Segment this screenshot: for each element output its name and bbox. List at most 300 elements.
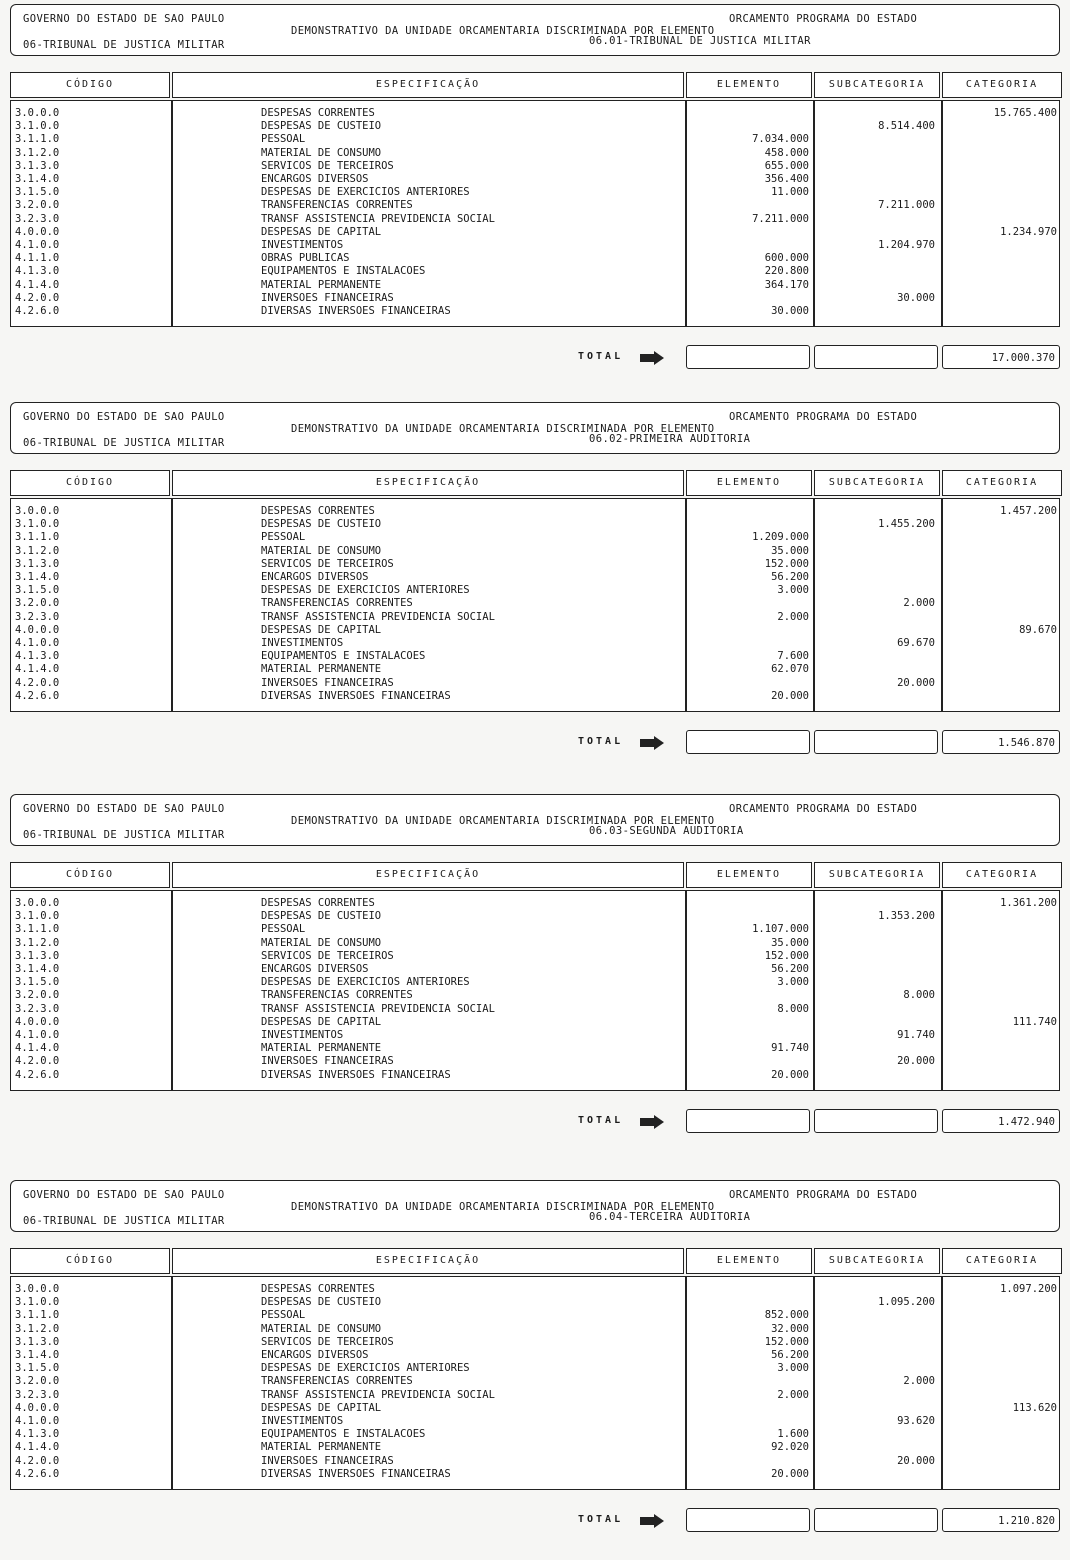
subunit-name: 06.01-TRIBUNAL DE JUSTICA MILITAR xyxy=(589,35,811,47)
row-elemento: 2.000 xyxy=(777,1388,809,1401)
row-elemento: 1.600 xyxy=(777,1428,809,1441)
row-elemento: 20.000 xyxy=(771,689,809,702)
table-row xyxy=(11,1069,1059,1082)
row-specification: PESSOAL xyxy=(261,133,306,146)
row-code: 4.1.4.0 xyxy=(15,1042,60,1055)
col-categoria-header: CATEGORIA xyxy=(942,72,1062,98)
row-code: 3.0.0.0 xyxy=(15,897,60,909)
total-categoria-value: 1.472.940 xyxy=(942,1109,1060,1133)
table-row xyxy=(11,597,1059,610)
row-subcategoria: 2.000 xyxy=(903,597,935,610)
row-elemento: 7.211.000 xyxy=(752,212,809,225)
row-categoria: 1.361.200 xyxy=(1000,897,1057,909)
row-code: 3.2.3.0 xyxy=(15,212,60,225)
row-code: 3.1.2.0 xyxy=(15,1322,60,1335)
row-elemento: 600.000 xyxy=(764,252,809,265)
row-specification: MATERIAL DE CONSUMO xyxy=(261,1322,382,1335)
row-elemento: 3.000 xyxy=(777,976,809,989)
row-code: 3.2.0.0 xyxy=(15,199,60,212)
row-specification: OBRAS PUBLICAS xyxy=(261,252,350,265)
row-subcategoria: 1.455.200 xyxy=(878,518,935,531)
row-specification: MATERIAL DE CONSUMO xyxy=(261,936,382,949)
table-row xyxy=(11,950,1059,963)
table-row xyxy=(11,1441,1059,1454)
table-row xyxy=(11,1455,1059,1468)
row-elemento: 20.000 xyxy=(771,1467,809,1480)
table-row xyxy=(11,624,1059,637)
row-elemento: 152.000 xyxy=(764,557,809,570)
table-row xyxy=(11,1428,1059,1441)
table-row xyxy=(11,611,1059,624)
row-subcategoria: 7.211.000 xyxy=(878,199,935,212)
row-specification: INVESTIMENTOS xyxy=(261,1415,344,1427)
row-code: 3.1.5.0 xyxy=(15,186,60,199)
table-row xyxy=(11,637,1059,650)
total-subcategoria-box xyxy=(814,345,938,369)
table-row xyxy=(11,989,1059,1002)
table-row xyxy=(11,1336,1059,1349)
row-specification: INVESTIMENTOS xyxy=(261,1029,344,1041)
row-specification: TRANSFERENCIAS CORRENTES xyxy=(261,199,413,212)
col-especificacao-header: ESPECIFICAÇÃO xyxy=(172,72,684,98)
table-row xyxy=(11,1389,1059,1402)
row-specification: ENCARGOS DIVERSOS xyxy=(261,173,369,185)
table-row xyxy=(11,1375,1059,1388)
row-elemento: 91.740 xyxy=(771,1042,809,1055)
row-categoria: 15.765.400 xyxy=(993,107,1057,119)
table-row xyxy=(11,1415,1059,1428)
table-row xyxy=(11,265,1059,278)
section-header xyxy=(10,4,1060,56)
statement-title: DEMONSTRATIVO DA UNIDADE ORCAMENTARIA DISCRIMINADA POR ELEMENTO xyxy=(291,1201,715,1213)
row-specification: DESPESAS DE CUSTEIO xyxy=(261,518,382,531)
row-subcategoria: 1.204.970 xyxy=(878,239,935,251)
row-specification: DESPESAS CORRENTES xyxy=(261,107,375,119)
row-subcategoria: 2.000 xyxy=(903,1375,935,1388)
row-code: 4.2.0.0 xyxy=(15,1454,60,1467)
row-specification: DESPESAS DE CUSTEIO xyxy=(261,1296,382,1309)
government-title: GOVERNO DO ESTADO DE SAO PAULO xyxy=(23,13,225,25)
row-code: 4.2.6.0 xyxy=(15,689,60,702)
table-row xyxy=(11,963,1059,976)
row-code: 3.2.0.0 xyxy=(15,1375,60,1388)
table-row xyxy=(11,1003,1059,1016)
table-row xyxy=(11,160,1059,173)
col-categoria-header: CATEGORIA xyxy=(942,470,1062,496)
row-categoria: 111.740 xyxy=(1012,1015,1057,1028)
row-specification: INVERSOES FINANCEIRAS xyxy=(261,291,394,304)
row-code: 3.1.2.0 xyxy=(15,544,60,557)
table-row xyxy=(11,213,1059,226)
row-elemento: 3.000 xyxy=(777,1362,809,1375)
table-row xyxy=(11,505,1059,518)
row-elemento: 30.000 xyxy=(771,305,809,317)
row-elemento: 364.170 xyxy=(764,278,809,291)
col-elemento-header: ELEMENTO xyxy=(686,862,812,888)
table-row xyxy=(11,133,1059,146)
row-elemento: 92.020 xyxy=(771,1441,809,1454)
arrow-icon xyxy=(640,350,664,364)
table-row xyxy=(11,1029,1059,1042)
row-specification: PESSOAL xyxy=(261,923,306,936)
row-specification: INVESTIMENTOS xyxy=(261,239,344,251)
row-specification: PESSOAL xyxy=(261,531,306,544)
col-subcategoria-header: SUBCATEGORIA xyxy=(814,862,940,888)
total-elemento-box xyxy=(686,345,810,369)
row-elemento: 2.000 xyxy=(777,610,809,623)
table-row xyxy=(11,545,1059,558)
total-subcategoria-box xyxy=(814,1508,938,1532)
table-row xyxy=(11,571,1059,584)
row-code: 3.1.2.0 xyxy=(15,936,60,949)
row-code: 3.2.3.0 xyxy=(15,1002,60,1015)
total-label: TOTAL xyxy=(578,351,624,362)
row-code: 4.1.3.0 xyxy=(15,650,60,663)
total-elemento-box xyxy=(686,1109,810,1133)
row-code: 3.1.5.0 xyxy=(15,1362,60,1375)
row-code: 3.1.3.0 xyxy=(15,557,60,570)
row-subcategoria: 69.670 xyxy=(897,637,935,649)
row-elemento: 32.000 xyxy=(771,1322,809,1335)
table-row xyxy=(11,1016,1059,1029)
budget-section xyxy=(0,1180,1070,1560)
row-code: 4.2.6.0 xyxy=(15,1467,60,1480)
row-elemento: 655.000 xyxy=(764,159,809,172)
total-categoria-value: 17.000.370 xyxy=(942,345,1060,369)
section-header xyxy=(10,1180,1060,1232)
table-body xyxy=(10,100,1060,327)
col-subcategoria-header: SUBCATEGORIA xyxy=(814,1248,940,1274)
row-elemento: 356.400 xyxy=(764,173,809,185)
row-specification: DESPESAS CORRENTES xyxy=(261,505,375,517)
row-code: 4.0.0.0 xyxy=(15,623,60,636)
table-body xyxy=(10,498,1060,712)
row-code: 3.0.0.0 xyxy=(15,1283,60,1295)
row-specification: MATERIAL PERMANENTE xyxy=(261,663,382,676)
row-code: 3.1.1.0 xyxy=(15,531,60,544)
col-elemento-header: ELEMENTO xyxy=(686,470,812,496)
row-specification: DESPESAS CORRENTES xyxy=(261,897,375,909)
col-especificacao-header: ESPECIFICAÇÃO xyxy=(172,470,684,496)
row-code: 3.1.4.0 xyxy=(15,173,60,185)
total-categoria-value: 1.210.820 xyxy=(942,1508,1060,1532)
row-subcategoria: 1.353.200 xyxy=(878,910,935,923)
row-code: 4.1.4.0 xyxy=(15,663,60,676)
col-subcategoria-header: SUBCATEGORIA xyxy=(814,72,940,98)
row-code: 3.1.0.0 xyxy=(15,120,60,133)
row-subcategoria: 30.000 xyxy=(897,291,935,304)
row-specification: SERVICOS DE TERCEIROS xyxy=(261,557,394,570)
section-header xyxy=(10,794,1060,846)
budget-program-title: ORCAMENTO PROGRAMA DO ESTADO xyxy=(729,1189,918,1201)
table-row xyxy=(11,518,1059,531)
arrow-icon xyxy=(640,735,664,749)
row-specification: INVERSOES FINANCEIRAS xyxy=(261,1055,394,1068)
row-specification: DIVERSAS INVERSOES FINANCEIRAS xyxy=(261,305,451,317)
row-subcategoria: 8.514.400 xyxy=(878,120,935,133)
government-title: GOVERNO DO ESTADO DE SAO PAULO xyxy=(23,1189,225,1201)
table-row xyxy=(11,897,1059,910)
row-elemento: 1.209.000 xyxy=(752,531,809,544)
col-codigo-header: CÓDIGO xyxy=(10,1248,170,1274)
row-specification: DIVERSAS INVERSOES FINANCEIRAS xyxy=(261,689,451,702)
row-elemento: 852.000 xyxy=(764,1309,809,1322)
table-body xyxy=(10,890,1060,1091)
row-code: 4.1.0.0 xyxy=(15,637,60,649)
row-specification: PESSOAL xyxy=(261,1309,306,1322)
total-elemento-box xyxy=(686,1508,810,1532)
row-subcategoria: 20.000 xyxy=(897,1454,935,1467)
row-specification: DESPESAS CORRENTES xyxy=(261,1283,375,1295)
row-specification: TRANSFERENCIAS CORRENTES xyxy=(261,597,413,610)
budget-program-title: ORCAMENTO PROGRAMA DO ESTADO xyxy=(729,411,918,423)
table-row xyxy=(11,910,1059,923)
row-elemento: 458.000 xyxy=(764,146,809,159)
table-row xyxy=(11,186,1059,199)
table-row xyxy=(11,663,1059,676)
row-elemento: 35.000 xyxy=(771,544,809,557)
table-row xyxy=(11,226,1059,239)
table-row xyxy=(11,107,1059,120)
government-title: GOVERNO DO ESTADO DE SAO PAULO xyxy=(23,411,225,423)
row-code: 3.1.1.0 xyxy=(15,1309,60,1322)
col-especificacao-header: ESPECIFICAÇÃO xyxy=(172,1248,684,1274)
row-specification: MATERIAL PERMANENTE xyxy=(261,278,382,291)
table-row xyxy=(11,937,1059,950)
row-specification: INVERSOES FINANCEIRAS xyxy=(261,1454,394,1467)
row-specification: MATERIAL PERMANENTE xyxy=(261,1042,382,1055)
row-code: 4.0.0.0 xyxy=(15,1015,60,1028)
table-row xyxy=(11,292,1059,305)
row-specification: EQUIPAMENTOS E INSTALACOES xyxy=(261,650,426,663)
row-code: 3.1.3.0 xyxy=(15,949,60,962)
row-code: 3.1.3.0 xyxy=(15,159,60,172)
statement-title: DEMONSTRATIVO DA UNIDADE ORCAMENTARIA DISCRIMINADA POR ELEMENTO xyxy=(291,25,715,37)
total-label: TOTAL xyxy=(578,1115,624,1126)
row-code: 4.1.0.0 xyxy=(15,1415,60,1427)
table-row xyxy=(11,279,1059,292)
row-code: 4.1.4.0 xyxy=(15,278,60,291)
row-code: 3.0.0.0 xyxy=(15,107,60,119)
total-label: TOTAL xyxy=(578,736,624,747)
row-elemento: 35.000 xyxy=(771,936,809,949)
row-code: 3.1.0.0 xyxy=(15,1296,60,1309)
row-code: 3.1.2.0 xyxy=(15,146,60,159)
row-subcategoria: 20.000 xyxy=(897,676,935,689)
row-specification: MATERIAL PERMANENTE xyxy=(261,1441,382,1454)
col-subcategoria-header: SUBCATEGORIA xyxy=(814,470,940,496)
table-row xyxy=(11,1042,1059,1055)
row-elemento: 3.000 xyxy=(777,584,809,597)
table-row xyxy=(11,1309,1059,1322)
col-codigo-header: CÓDIGO xyxy=(10,72,170,98)
row-specification: DESPESAS DE CAPITAL xyxy=(261,1015,382,1028)
government-title: GOVERNO DO ESTADO DE SAO PAULO xyxy=(23,803,225,815)
row-specification: ENCARGOS DIVERSOS xyxy=(261,1349,369,1361)
row-code: 4.1.3.0 xyxy=(15,265,60,278)
row-elemento: 20.000 xyxy=(771,1068,809,1081)
table-row xyxy=(11,1323,1059,1336)
row-specification: DESPESAS DE CUSTEIO xyxy=(261,120,382,133)
row-subcategoria: 1.095.200 xyxy=(878,1296,935,1309)
row-categoria: 1.097.200 xyxy=(1000,1283,1057,1295)
row-code: 4.2.0.0 xyxy=(15,1055,60,1068)
unit-name: 06-TRIBUNAL DE JUSTICA MILITAR xyxy=(23,39,225,51)
statement-title: DEMONSTRATIVO DA UNIDADE ORCAMENTARIA DISCRIMINADA POR ELEMENTO xyxy=(291,423,715,435)
row-code: 3.1.4.0 xyxy=(15,571,60,583)
row-code: 3.1.5.0 xyxy=(15,584,60,597)
unit-name: 06-TRIBUNAL DE JUSTICA MILITAR xyxy=(23,437,225,449)
row-subcategoria: 91.740 xyxy=(897,1029,935,1041)
table-row xyxy=(11,976,1059,989)
table-row xyxy=(11,1349,1059,1362)
arrow-icon xyxy=(640,1513,664,1527)
budget-section xyxy=(0,4,1070,384)
budget-program-title: ORCAMENTO PROGRAMA DO ESTADO xyxy=(729,13,918,25)
table-row xyxy=(11,650,1059,663)
row-specification: DIVERSAS INVERSOES FINANCEIRAS xyxy=(261,1068,451,1081)
col-especificacao-header: ESPECIFICAÇÃO xyxy=(172,862,684,888)
col-categoria-header: CATEGORIA xyxy=(942,1248,1062,1274)
row-elemento: 220.800 xyxy=(764,265,809,278)
row-specification: TRANSFERENCIAS CORRENTES xyxy=(261,1375,413,1388)
row-code: 3.2.0.0 xyxy=(15,597,60,610)
row-code: 4.2.0.0 xyxy=(15,676,60,689)
row-specification: TRANSFERENCIAS CORRENTES xyxy=(261,989,413,1002)
row-categoria: 113.620 xyxy=(1012,1401,1057,1414)
row-categoria: 89.670 xyxy=(1019,623,1057,636)
total-label: TOTAL xyxy=(578,1514,624,1525)
table-row xyxy=(11,923,1059,936)
row-code: 3.1.3.0 xyxy=(15,1335,60,1348)
row-specification: DESPESAS DE EXERCICIOS ANTERIORES xyxy=(261,584,470,597)
row-code: 3.2.0.0 xyxy=(15,989,60,1002)
table-row xyxy=(11,199,1059,212)
total-subcategoria-box xyxy=(814,1109,938,1133)
subunit-name: 06.04-TERCEIRA AUDITORIA xyxy=(589,1211,751,1223)
table-row xyxy=(11,558,1059,571)
arrow-icon xyxy=(640,1114,664,1128)
col-elemento-header: ELEMENTO xyxy=(686,72,812,98)
row-specification: DESPESAS DE CUSTEIO xyxy=(261,910,382,923)
row-specification: SERVICOS DE TERCEIROS xyxy=(261,949,394,962)
row-code: 4.1.0.0 xyxy=(15,239,60,251)
table-row xyxy=(11,1296,1059,1309)
table-row xyxy=(11,120,1059,133)
table-row xyxy=(11,252,1059,265)
row-code: 4.2.6.0 xyxy=(15,305,60,317)
section-header xyxy=(10,402,1060,454)
total-subcategoria-box xyxy=(814,730,938,754)
row-specification: SERVICOS DE TERCEIROS xyxy=(261,1335,394,1348)
row-code: 4.1.1.0 xyxy=(15,252,60,265)
table-row xyxy=(11,677,1059,690)
row-elemento: 7.600 xyxy=(777,650,809,663)
row-specification: DESPESAS DE EXERCICIOS ANTERIORES xyxy=(261,186,470,199)
budget-program-title: ORCAMENTO PROGRAMA DO ESTADO xyxy=(729,803,918,815)
row-code: 3.2.3.0 xyxy=(15,1388,60,1401)
row-specification: EQUIPAMENTOS E INSTALACOES xyxy=(261,1428,426,1441)
table-row xyxy=(11,690,1059,703)
row-code: 4.2.6.0 xyxy=(15,1068,60,1081)
budget-section xyxy=(0,794,1070,1174)
row-code: 3.1.1.0 xyxy=(15,923,60,936)
row-elemento: 152.000 xyxy=(764,949,809,962)
row-code: 3.1.4.0 xyxy=(15,963,60,975)
row-specification: ENCARGOS DIVERSOS xyxy=(261,963,369,975)
row-specification: SERVICOS DE TERCEIROS xyxy=(261,159,394,172)
table-body xyxy=(10,1276,1060,1490)
row-code: 3.1.4.0 xyxy=(15,1349,60,1361)
row-specification: ENCARGOS DIVERSOS xyxy=(261,571,369,583)
row-code: 4.2.0.0 xyxy=(15,291,60,304)
table-row xyxy=(11,1362,1059,1375)
row-code: 4.1.0.0 xyxy=(15,1029,60,1041)
table-row xyxy=(11,1283,1059,1296)
row-subcategoria: 8.000 xyxy=(903,989,935,1002)
total-categoria-value: 1.546.870 xyxy=(942,730,1060,754)
row-code: 4.0.0.0 xyxy=(15,225,60,238)
table-row xyxy=(11,147,1059,160)
row-specification: TRANSF ASSISTENCIA PREVIDENCIA SOCIAL xyxy=(261,1388,495,1401)
row-code: 3.1.1.0 xyxy=(15,133,60,146)
row-specification: DESPESAS DE EXERCICIOS ANTERIORES xyxy=(261,1362,470,1375)
row-specification: INVERSOES FINANCEIRAS xyxy=(261,676,394,689)
statement-title: DEMONSTRATIVO DA UNIDADE ORCAMENTARIA DISCRIMINADA POR ELEMENTO xyxy=(291,815,715,827)
unit-name: 06-TRIBUNAL DE JUSTICA MILITAR xyxy=(23,1215,225,1227)
row-elemento: 56.200 xyxy=(771,571,809,583)
total-elemento-box xyxy=(686,730,810,754)
row-code: 3.2.3.0 xyxy=(15,610,60,623)
row-elemento: 11.000 xyxy=(771,186,809,199)
row-specification: TRANSF ASSISTENCIA PREVIDENCIA SOCIAL xyxy=(261,1002,495,1015)
subunit-name: 06.02-PRIMEIRA AUDITORIA xyxy=(589,433,751,445)
row-elemento: 62.070 xyxy=(771,663,809,676)
table-row xyxy=(11,1055,1059,1068)
row-elemento: 7.034.000 xyxy=(752,133,809,146)
row-specification: MATERIAL DE CONSUMO xyxy=(261,146,382,159)
row-specification: TRANSF ASSISTENCIA PREVIDENCIA SOCIAL xyxy=(261,212,495,225)
budget-section xyxy=(0,402,1070,782)
row-specification: MATERIAL DE CONSUMO xyxy=(261,544,382,557)
subunit-name: 06.03-SEGUNDA AUDITORIA xyxy=(589,825,744,837)
table-row xyxy=(11,173,1059,186)
row-specification: TRANSF ASSISTENCIA PREVIDENCIA SOCIAL xyxy=(261,610,495,623)
row-code: 4.1.3.0 xyxy=(15,1428,60,1441)
table-row xyxy=(11,1468,1059,1481)
row-specification: DESPESAS DE CAPITAL xyxy=(261,225,382,238)
row-subcategoria: 93.620 xyxy=(897,1415,935,1427)
col-codigo-header: CÓDIGO xyxy=(10,862,170,888)
row-specification: DESPESAS DE CAPITAL xyxy=(261,1401,382,1414)
row-code: 4.1.4.0 xyxy=(15,1441,60,1454)
row-categoria: 1.457.200 xyxy=(1000,505,1057,517)
table-row xyxy=(11,239,1059,252)
col-categoria-header: CATEGORIA xyxy=(942,862,1062,888)
row-specification: EQUIPAMENTOS E INSTALACOES xyxy=(261,265,426,278)
table-row xyxy=(11,584,1059,597)
row-elemento: 56.200 xyxy=(771,963,809,975)
unit-name: 06-TRIBUNAL DE JUSTICA MILITAR xyxy=(23,829,225,841)
row-code: 4.0.0.0 xyxy=(15,1401,60,1414)
col-codigo-header: CÓDIGO xyxy=(10,470,170,496)
row-code: 3.0.0.0 xyxy=(15,505,60,517)
row-code: 3.1.5.0 xyxy=(15,976,60,989)
row-specification: DIVERSAS INVERSOES FINANCEIRAS xyxy=(261,1467,451,1480)
row-specification: DESPESAS DE EXERCICIOS ANTERIORES xyxy=(261,976,470,989)
row-elemento: 8.000 xyxy=(777,1002,809,1015)
row-categoria: 1.234.970 xyxy=(1000,225,1057,238)
